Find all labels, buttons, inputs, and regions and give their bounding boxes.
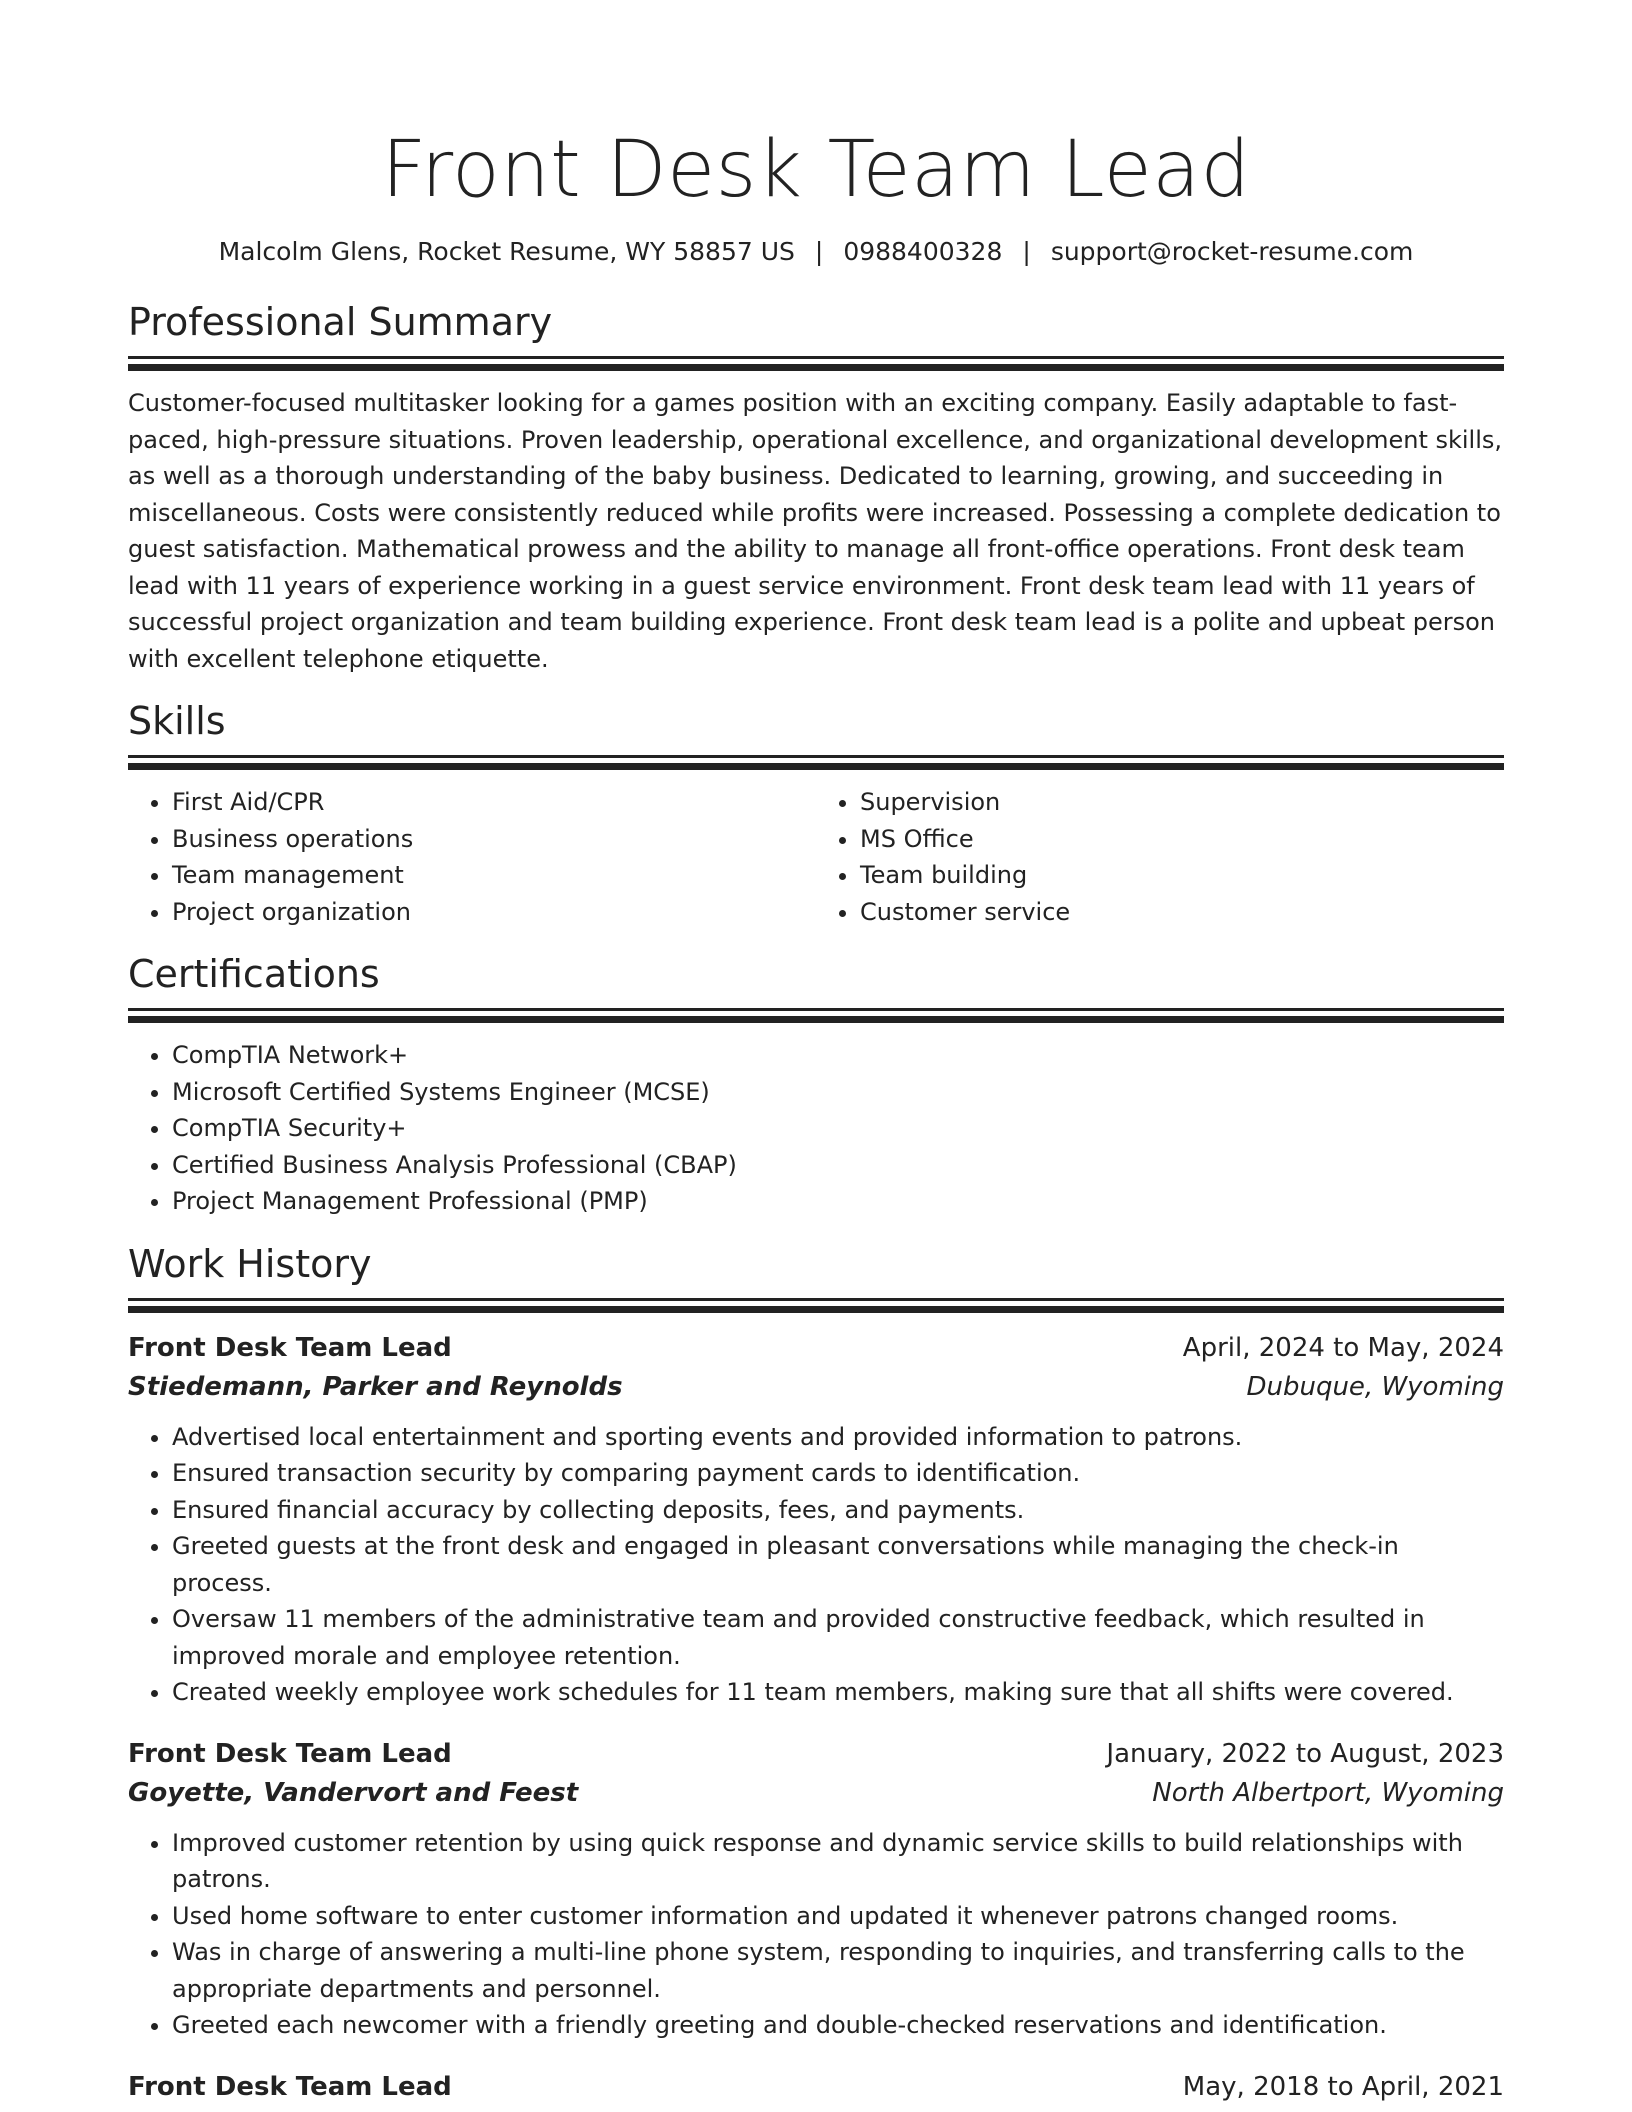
- job-bullet: • Greeted each newcomer with a friendly greeting and double-checked reservations and identification.: [172, 2007, 1504, 2044]
- contact-separator: |: [1022, 237, 1031, 266]
- skill-item: • Supervision: [860, 784, 1504, 821]
- job-entry: [128, 1329, 1504, 1711]
- skill-item: • First Aid/CPR: [172, 784, 816, 821]
- skill-item: • Team management: [172, 857, 816, 894]
- skill-item: • Project organization: [172, 894, 816, 931]
- job-entry: [128, 2068, 1504, 2107]
- section-title-skills: Skills: [128, 699, 226, 743]
- job-location: North Albertport, Wyoming: [1152, 1777, 1504, 1808]
- job-bullet: • Greeted guests at the front desk and engaged in pleasant conversations while managing the check-in process.: [172, 1528, 1504, 1601]
- skill-item: • Customer service: [860, 894, 1504, 931]
- job-entry: [128, 1735, 1504, 2044]
- job-bullet: • Created weekly employee work schedules for 11 team members, making sure that all shifts were covered.: [172, 1674, 1504, 1711]
- skills-grid: [128, 784, 1504, 930]
- skill-item: • Team building: [860, 857, 1504, 894]
- certification-item: • Project Management Professional (PMP): [172, 1183, 1504, 1220]
- section-rule-thick: [128, 364, 1504, 371]
- summary-section: [128, 298, 1504, 677]
- job-header: [128, 1735, 1504, 1774]
- skill-item: • Business operations: [172, 821, 816, 858]
- job-bullet: • Oversaw 11 members of the administrative team and provided constructive feedback, which resulted in improved morale and employee retention.: [172, 1601, 1504, 1674]
- job-bullet: • Advertised local entertainment and sporting events and provided information to patrons.: [172, 1419, 1504, 1456]
- job-title: Front Desk Team Lead: [128, 1332, 452, 1363]
- certifications-section: [128, 950, 1504, 1220]
- section-rule-thick: [128, 1016, 1504, 1023]
- certifications-list: [128, 1037, 1504, 1220]
- job-title: Front Desk Team Lead: [128, 1738, 452, 1769]
- job-header: [128, 2068, 1504, 2107]
- section-rule-thick: [128, 763, 1504, 770]
- skills-list-right: [816, 784, 1504, 930]
- job-company: Goyette, Vandervort and Feest: [128, 1777, 579, 1808]
- job-bullets: [128, 1825, 1504, 2044]
- section-title-work-history: Work History: [128, 1241, 372, 1286]
- job-subheader: [128, 1774, 1504, 1813]
- contact-phone: 0988400328: [843, 237, 1003, 266]
- skill-item: • MS Office: [860, 821, 1504, 858]
- job-title: Front Desk Team Lead: [128, 2071, 452, 2102]
- certification-item: • Microsoft Certified Systems Engineer (MCSE): [172, 1074, 1504, 1111]
- section-rule: [128, 1298, 1504, 1301]
- job-bullet: • Used home software to enter customer information and updated it whenever patrons changed rooms.: [172, 1898, 1504, 1935]
- job-bullet: • Was in charge of answering a multi-line phone system, responding to inquiries, and transferring calls to the appropriate departments and personnel.: [172, 1934, 1504, 2007]
- resume-name: Front Desk Team Lead: [381, 125, 1251, 215]
- job-dates: May, 2018 to April, 2021: [1182, 2071, 1504, 2102]
- skills-section: [128, 697, 1504, 930]
- contact-separator: |: [814, 237, 824, 266]
- work-history-section: [128, 1240, 1504, 2107]
- job-company: Stiedemann, Parker and Reynolds: [128, 1371, 623, 1402]
- section-rule-thick: [128, 1306, 1504, 1313]
- job-location: Dubuque, Wyoming: [1246, 1371, 1504, 1402]
- section-rule: [128, 755, 1504, 758]
- contact-email: support@rocket-resume.com: [1050, 237, 1414, 266]
- section-rule: [128, 356, 1504, 359]
- job-bullet: • Ensured transaction security by comparing payment cards to identification.: [172, 1455, 1504, 1492]
- job-header: [128, 1329, 1504, 1368]
- contact-line: [128, 236, 1504, 268]
- section-title-summary: Professional Summary: [128, 300, 553, 344]
- job-bullets: [128, 1419, 1504, 1711]
- certification-item: • CompTIA Network+: [172, 1037, 1504, 1074]
- section-rule: [128, 1008, 1504, 1011]
- certification-item: • CompTIA Security+: [172, 1110, 1504, 1147]
- contact-address: Malcolm Glens, Rocket Resume, WY 58857 US: [218, 237, 795, 266]
- certification-item: • Certified Business Analysis Professional (CBAP): [172, 1147, 1504, 1184]
- job-bullet: • Ensured financial accuracy by collecting deposits, fees, and payments.: [172, 1492, 1504, 1529]
- skills-list-left: [128, 784, 816, 930]
- job-dates: January, 2022 to August, 2023: [1106, 1738, 1504, 1769]
- job-dates: April, 2024 to May, 2024: [1182, 1332, 1504, 1363]
- job-subheader: [128, 1368, 1504, 1407]
- section-title-certifications: Certifications: [128, 952, 380, 996]
- summary-text: Customer-focused multitasker looking for a games position with an exciting company. Easily adaptable to fast-paced, high-pressure situations. Proven leadership, operational excellence, and organizational development skills, as well as a thorough understanding of the baby business. Dedicated to learning, growing, and succeeding in miscellaneous. Costs were consistently reduced while profits were increased. Possessing a complete dedication to guest satisfaction. Mathematical prowess and the ability to manage all front-office operations. Front desk team lead with 11 years of experience working in a guest service environment. Front desk team lead with 11 years of successful project organization and team building experience. Front desk team lead is a polite and upbeat person with excellent telephone etiquette.: [128, 389, 1503, 673]
- job-bullet: • Improved customer retention by using quick response and dynamic service skills to build relationships with patrons.: [172, 1825, 1504, 1898]
- resume-page: [128, 0, 1504, 2107]
